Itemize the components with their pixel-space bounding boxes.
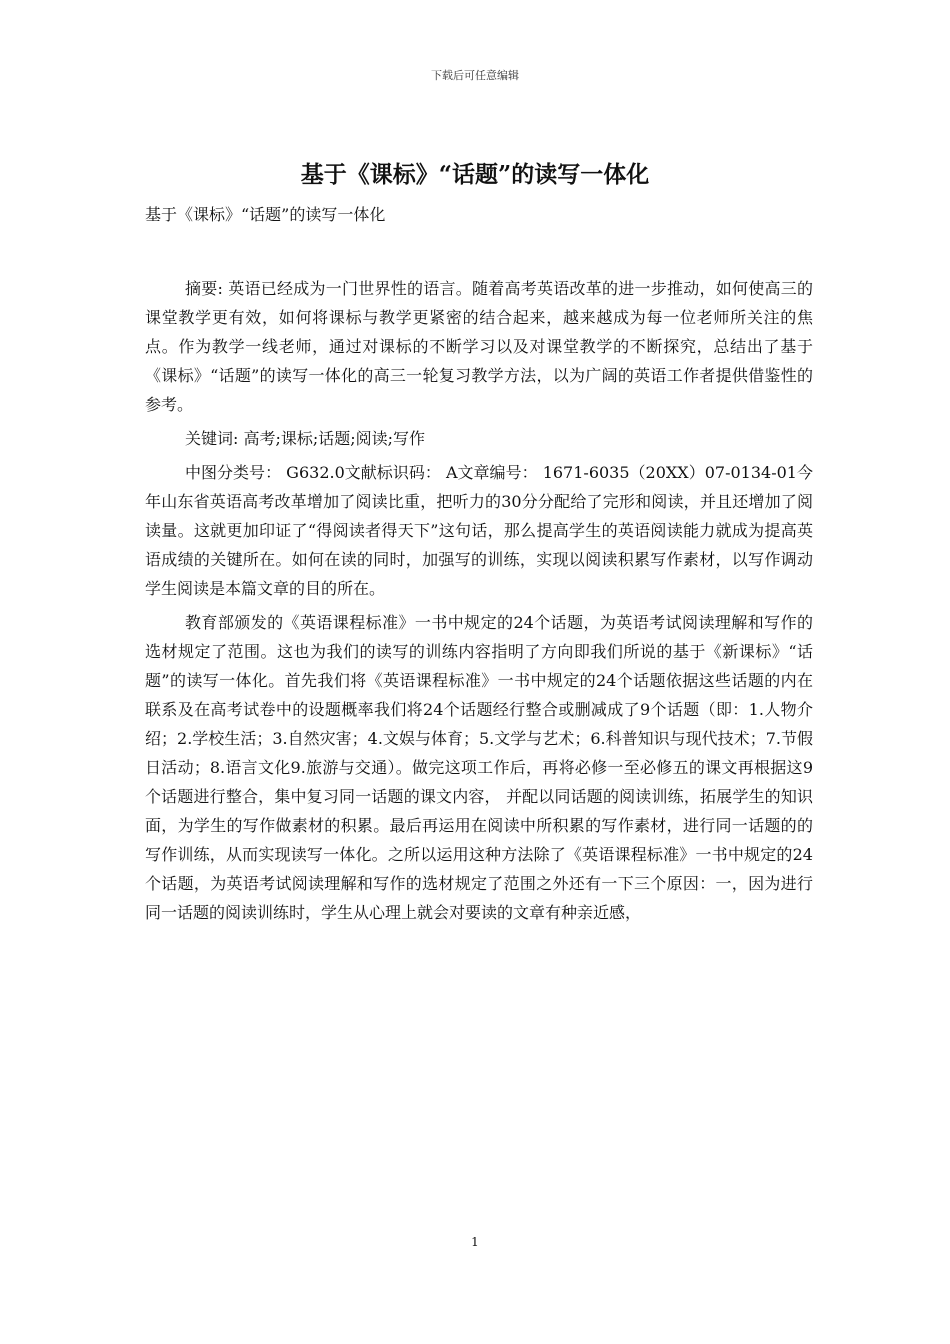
document-body: [145, 274, 813, 932]
body-paragraph: 中图分类号： G632.0文献标识码： A文章编号： 1671-6035（20XX）07-0134-01今年山东省英语高考改革增加了阅读比重，把听力的30分分配给了完形和阅读，并且还增加了阅读量。这就更加印证了“得阅读者得天下”这句话，那么提高学生的英语阅读能力就成为提高英语成绩的关键所在。如何在读的同时，加强写的训练，实现以阅读积累写作素材，以写作调动学生阅读是本篇文章的目的所在。: [145, 462, 813, 598]
header-note: 下载后可任意编辑: [431, 69, 519, 82]
abstract-paragraph: 摘要: 英语已经成为一门世界性的语言。随着高考英语改革的进一步推动，如何使高三的课堂教学更有效，如何将课标与教学更紧密的结合起来，越来越成为每一位老师所关注的焦点。作为教学一线老师，通过对课标的不断学习以及对课堂教学的不断探究，总结出了基于《课标》“话题”的读写一体化的高三一轮复习教学方法，以为广阔的英语工作者提供借鉴性的参考。: [145, 279, 813, 415]
keywords-paragraph: 关键词: 高考;课标;话题;阅读;写作: [185, 428, 426, 448]
document-title: 基于《课标》“话题”的读写一体化: [300, 161, 650, 188]
page-number: 1: [471, 1235, 479, 1249]
body-paragraph: 教育部颁发的《英语课程标准》一书中规定的24个话题，为英语考试阅读理解和写作的选材规定了范围。这也为我们的读写的训练内容指明了方向即我们所说的基于《新课标》“话题”的读写一体化。首先我们将《英语课程标准》一书中规定的24个话题依据这些话题的内在联系及在高考试卷中的设题概率我们将24个话题经行整合或删减成了9个话题（即：1.人物介绍；2.学校生活；3.自然灾害；4.文娱与体育；5.文学与艺术；6.科普知识与现代技术；7.节假日活动；8.语言文化9.旅游与交通）。做完这项工作后，再将必修一至必修五的课文再根据这9个话题进行整合，集中复习同一话题的课文内容， 并配以同话题的阅读训练，拓展学生的知识面，为学生的写作做素材的积累。最后再运用在阅读中所积累的写作素材，进行同一话题的的写作训练，从而实现读写一体化。之所以运用这种方法除了《英语课程标准》一书中规定的24个话题，为英语考试阅读理解和写作的选材规定了范围之外还有一下三个原因：一，因为进行同一话题的阅读训练时，学生从心理上就会对要读的文章有种亲近感，: [145, 612, 813, 923]
document-subtitle: 基于《课标》“话题”的读写一体化: [145, 205, 386, 224]
